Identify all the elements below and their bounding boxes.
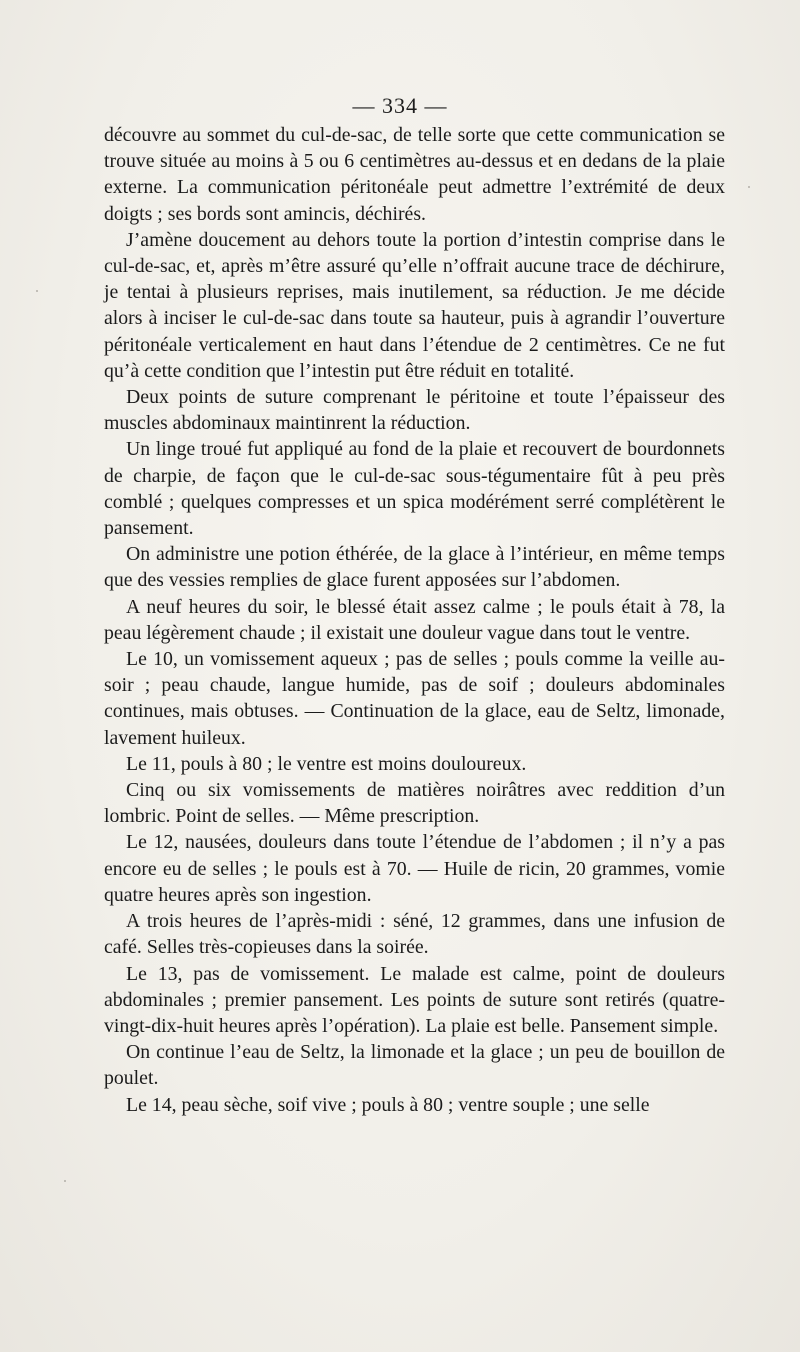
body-text [104, 122, 725, 1118]
paper-speck [64, 1180, 66, 1182]
paragraph: Le 13, pas de vomissement. Le malade est calme, point de douleurs abdominales ; premier pansement. Les points de suture sont retirés (quatre-vingt-dix-huit heures après l’opération). La plaie est belle. Pansement simple. [104, 962, 725, 1037]
paragraph: On administre une potion éthérée, de la glace à l’intérieur, en même temps que des vessies remplies de glace furent apposées sur l’abdomen. [104, 543, 725, 592]
paragraph: Le 14, peau sèche, soif vive ; pouls à 80 ; ventre souple ; une selle [126, 1093, 650, 1116]
paragraph: J’amène doucement au dehors toute la portion d’intestin comprise dans le cul-de-sac, et, après m’être assuré qu’elle n’offrait aucune trace de déchirure, je tentai à plusieurs reprises, mais inutilement, sa réduction. Je me décide alors à inciser le cul-de-sac dans toute sa hauteur, puis à agrandir l’ouverture péritonéale verticalement en haut dans l’étendue de 2 centimètres. Ce ne fut qu’à cette condition que l’intestin put être réduit en totalité. [104, 228, 725, 382]
paragraph: Le 11, pouls à 80 ; le ventre est moins douloureux. [126, 752, 527, 775]
paper-speck [748, 186, 750, 188]
paragraph: A trois heures de l’après-midi : séné, 12 grammes, dans une infusion de café. Selles très-copieuses dans la soirée. [104, 910, 725, 959]
paragraph: Le 12, nausées, douleurs dans toute l’étendue de l’abdomen ; il n’y a pas encore eu de selles ; le pouls est à 70. — Huile de ricin, 20 grammes, vomie quatre heures après son ingestion. [104, 831, 725, 906]
page-number: — 334 — [352, 93, 448, 118]
paragraph: Cinq ou six vomissements de matières noirâtres avec reddition d’un lombric. Point de selles. — Même prescription. [104, 779, 725, 828]
paragraph: Un linge troué fut appliqué au fond de la plaie et recouvert de bourdonnets de charpie, de façon que le cul-de-sac sous-tégumentaire fût à peu près comblé ; quelques compresses et un spica modérément serré complétèrent le pansement. [104, 438, 725, 540]
paper-speck [36, 290, 38, 292]
paragraph: On continue l’eau de Seltz, la limonade et la glace ; un peu de bouillon de poulet. [104, 1041, 725, 1090]
paragraph: A neuf heures du soir, le blessé était assez calme ; le pouls était à 78, la peau légèrement chaude ; il existait une douleur vague dans tout le ventre. [104, 595, 725, 644]
paragraph-continuation: découvre au sommet du cul-de-sac, de telle sorte que cette communication se trouve située au moins à 5 ou 6 centimètres au-dessus et en dedans de la plaie externe. La communication péritonéale peut admettre l’extrémité de deux doigts ; ses bords sont amincis, déchirés. [104, 124, 725, 225]
paragraph: Deux points de suture comprenant le péritoine et toute l’épaisseur des muscles abdominaux maintinrent la réduction. [104, 386, 725, 435]
paragraph: Le 10, un vomissement aqueux ; pas de selles ; pouls comme la veille au-soir ; peau chaude, langue humide, pas de soif ; douleurs abdominales continues, mais obtuses. — Continuation de la glace, eau de Seltz, limonade, lavement huileux. [104, 648, 725, 749]
